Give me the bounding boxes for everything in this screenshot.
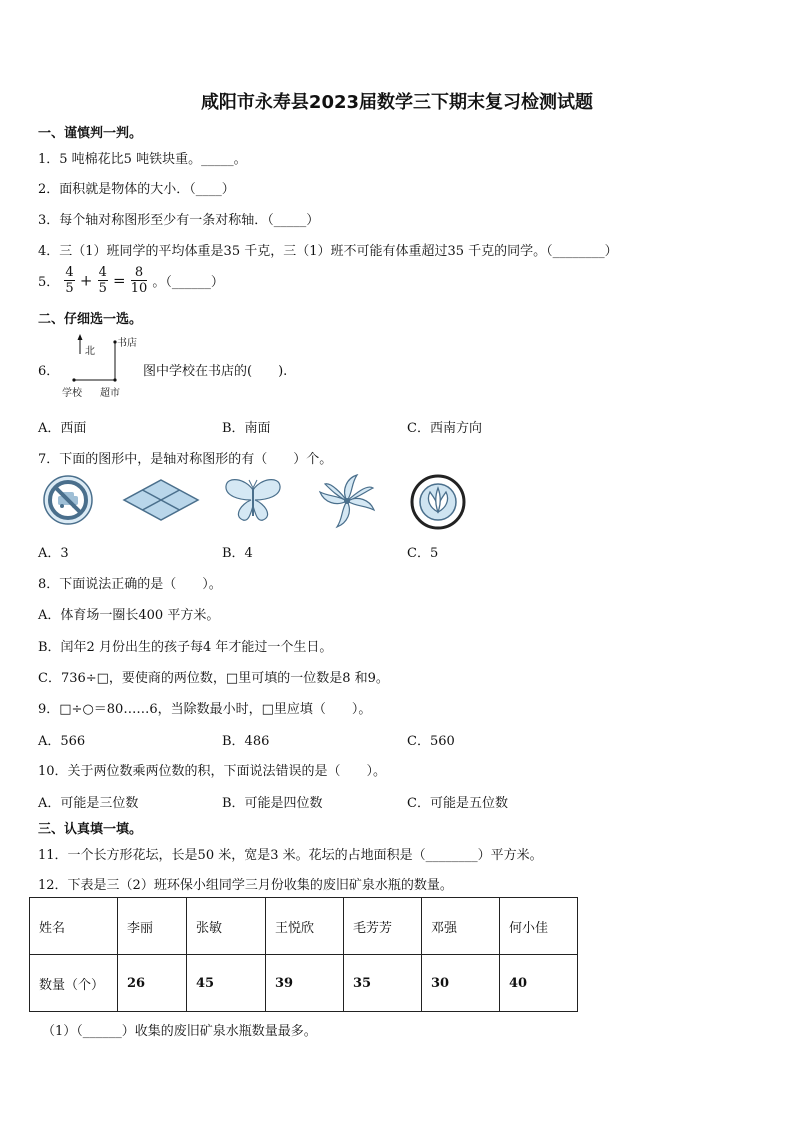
- question-8-option-c: C．736÷□，要使商的两位数，□里可填的一位数是8 和9。: [38, 671, 389, 686]
- table-cell: 39: [266, 955, 344, 1012]
- question-6-option-c: C．西南方向: [407, 421, 482, 436]
- fraction-2-numerator: 4: [98, 265, 107, 280]
- table-row: [30, 955, 578, 1012]
- fraction-1-numerator: 4: [65, 265, 74, 280]
- question-10-option-b: B．可能是四位数: [222, 796, 323, 811]
- table-cell: 35: [344, 955, 422, 1012]
- table-cell: 邓强: [422, 898, 500, 955]
- table-cell: 数量（个）: [30, 955, 118, 1012]
- table-cell: 姓名: [30, 898, 118, 955]
- question-9-option-a: A．566: [38, 734, 86, 749]
- fraction-3-denominator: 10: [130, 281, 148, 296]
- table-cell: 王悦欣: [266, 898, 344, 955]
- equals-sign: =: [112, 271, 126, 290]
- table-cell: 30: [422, 955, 500, 1012]
- table-cell: 何小佳: [500, 898, 578, 955]
- question-8-option-b: B．闰年2 月份出生的孩子每4 年才能过一个生日。: [38, 640, 333, 655]
- fraction-1-denominator: 5: [65, 281, 74, 296]
- fraction-3-numerator: 8: [131, 265, 148, 281]
- pinwheel-flower-icon: [317, 472, 377, 530]
- question-12: 12．下表是三（2）班环保小组同学三月份收集的废旧矿泉水瓶的数量。: [38, 878, 453, 893]
- page-title: 咸阳市永寿县2023届数学三下期末复习检测试题: [200, 92, 594, 113]
- question-11: 11．一个长方形花坛，长是50 米，宽是3 米。花坛的占地面积是（________）平方米。: [38, 848, 543, 863]
- question-10: 10．关于两位数乘两位数的积，下面说法错误的是（ ）。: [38, 764, 387, 779]
- question-6-option-b: B．南面: [222, 421, 271, 436]
- question-12-sub-1: （1）（______）收集的废旧矿泉水瓶数量最多。: [42, 1024, 317, 1039]
- direction-map: [60, 334, 140, 398]
- school-label: 学校: [62, 388, 82, 399]
- leaf-circle-icon: [410, 474, 466, 530]
- question-6-number: 6．: [38, 364, 60, 379]
- fraction-2-denominator: 5: [98, 281, 107, 296]
- bottle-count-table: [29, 897, 578, 1012]
- question-5: [38, 265, 224, 296]
- section-2-heading: 二、仔细选一选。: [38, 312, 143, 327]
- bookstore-label: 书店: [117, 338, 137, 349]
- table-cell: 40: [500, 955, 578, 1012]
- table-cell: 张敏: [187, 898, 266, 955]
- question-7-option-b: B．4: [222, 546, 253, 561]
- question-9: 9．□÷○＝80……6，当除数最小时，□里应填（ ）。: [38, 702, 372, 717]
- question-6-text: 图中学校在书店的( ).: [143, 364, 288, 379]
- no-car-sign-icon: [42, 474, 94, 526]
- question-10-option-a: A．可能是三位数: [38, 796, 139, 811]
- question-4: 4．三（1）班同学的平均体重是35 千克，三（1）班不可能有体重超过35 千克的同学。（________）: [38, 244, 618, 259]
- question-6-option-a: A．西面: [38, 421, 87, 436]
- section-3-heading: 三、认真填一填。: [38, 822, 143, 837]
- fraction-2: [98, 265, 108, 296]
- question-3: 3．每个轴对称图形至少有一条对称轴．（_____）: [38, 213, 320, 228]
- fraction-3: [131, 265, 148, 296]
- question-8-option-a: A．体育场一圈长400 平方米。: [38, 608, 220, 623]
- question-5-number: 5．: [38, 275, 60, 290]
- table-row: [30, 898, 578, 955]
- question-9-option-b: B．486: [222, 734, 270, 749]
- table-cell: 26: [118, 955, 187, 1012]
- question-2: 2．面积就是物体的大小．（____）: [38, 182, 235, 197]
- plus-sign: +: [79, 271, 93, 290]
- north-label: 北: [85, 346, 95, 357]
- question-7-option-a: A．3: [38, 546, 69, 561]
- market-label: 超市: [100, 388, 120, 399]
- question-1: 1．5 吨棉花比5 吨铁块重。_____。: [38, 152, 247, 167]
- question-9-option-c: C．560: [407, 734, 455, 749]
- question-7-option-c: C．5: [407, 546, 439, 561]
- question-7: 7．下面的图形中，是轴对称图形的有（ ）个。: [38, 452, 333, 467]
- question-10-option-c: C．可能是五位数: [407, 796, 508, 811]
- section-1-heading: 一、谨慎判一判。: [38, 126, 143, 141]
- table-cell: 45: [187, 955, 266, 1012]
- table-cell: 李丽: [118, 898, 187, 955]
- diamond-tiles-icon: [122, 478, 200, 522]
- table-cell: 毛芳芳: [344, 898, 422, 955]
- question-5-tail: 。（______）: [152, 275, 224, 290]
- question-8: 8．下面说法正确的是（ ）。: [38, 577, 222, 592]
- butterfly-icon: [223, 476, 283, 526]
- fraction-1: [64, 265, 74, 296]
